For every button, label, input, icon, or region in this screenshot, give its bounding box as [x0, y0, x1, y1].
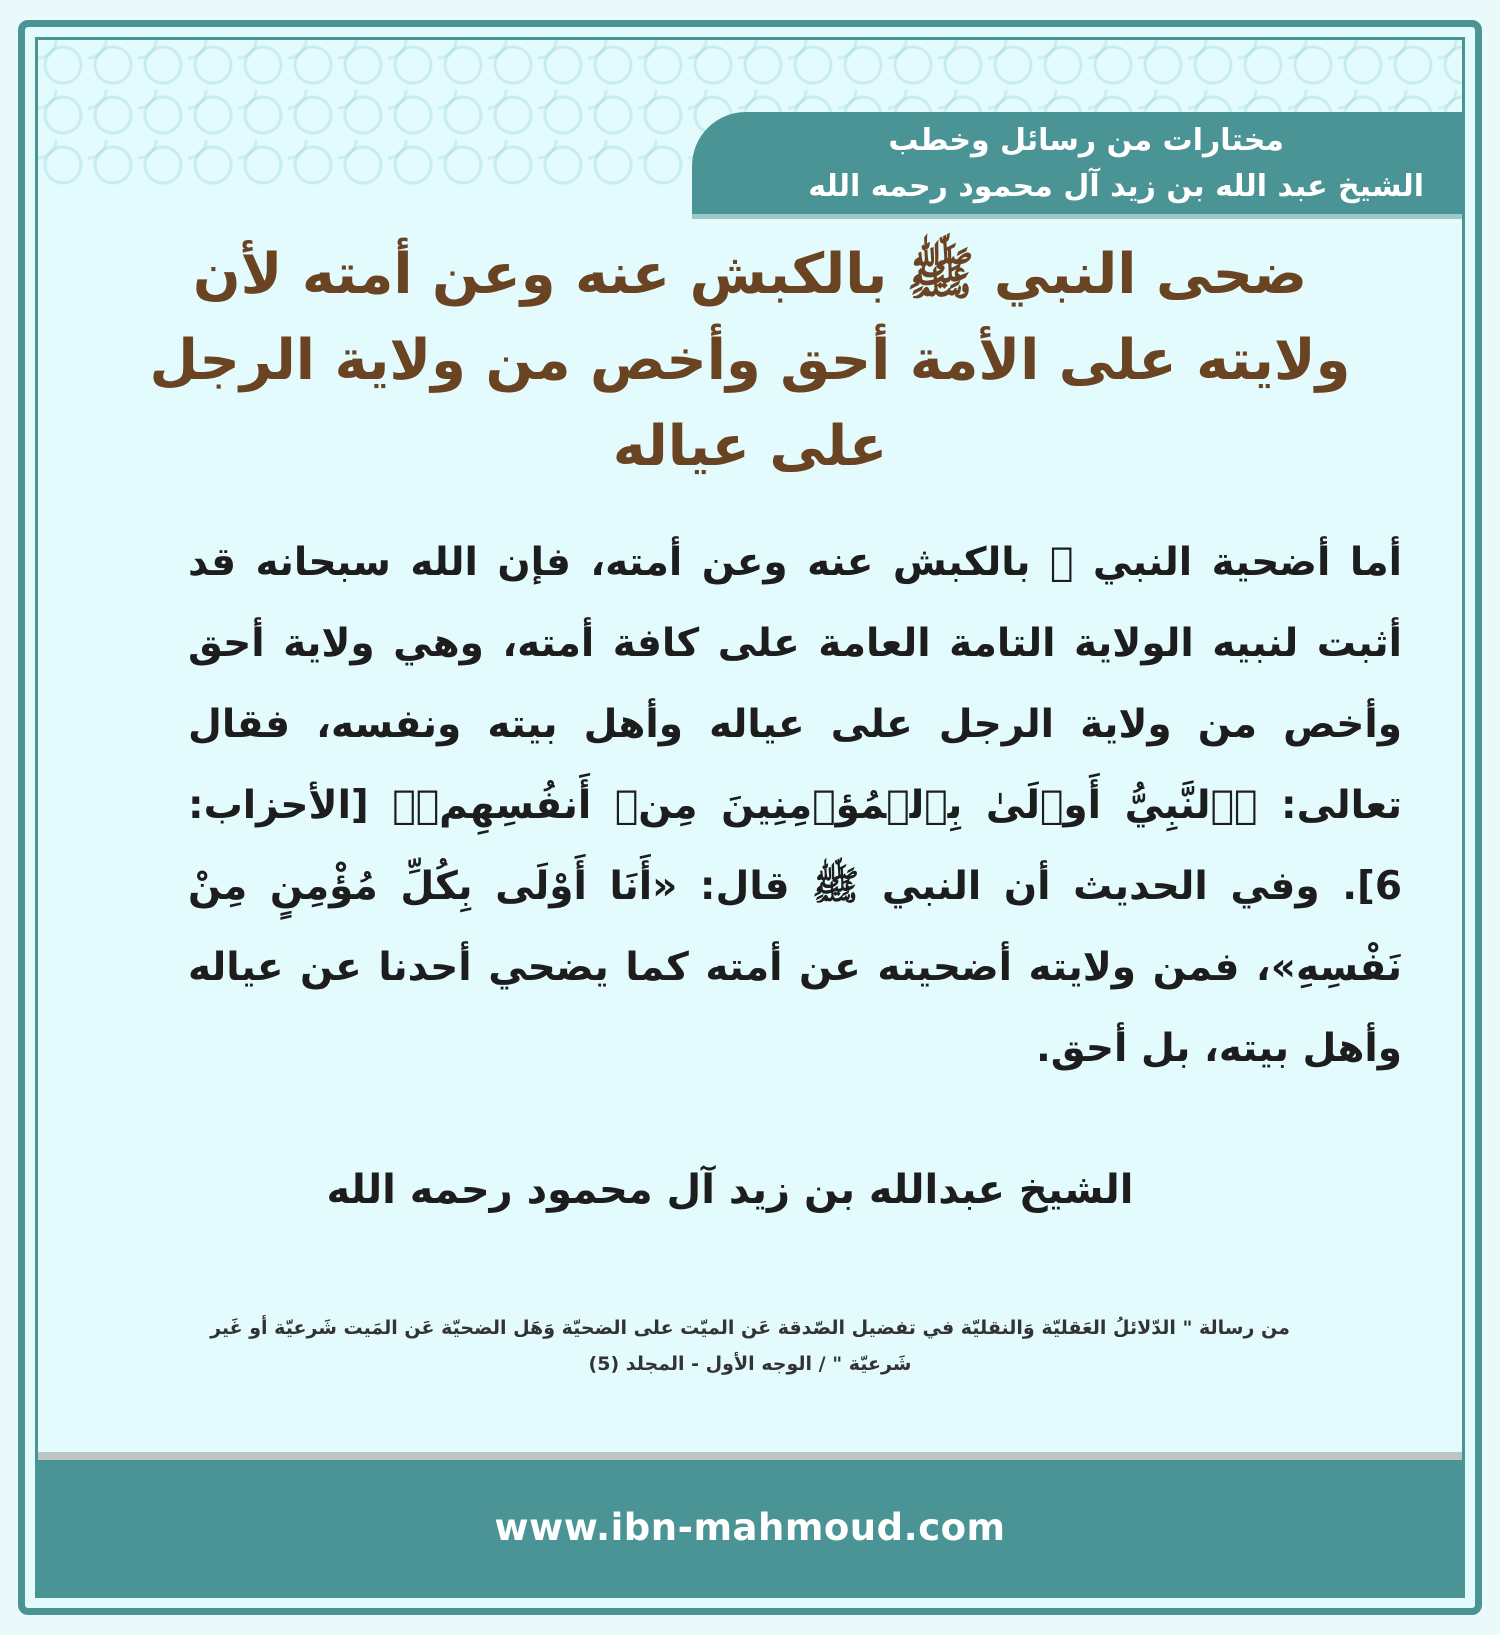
article-body: أما أضحية النبي ﷺ بالكبش عنه وعن أمته، فإن الله سبحانه قد أثبت لنبيه الولاية التامة العامة على كافة أمته، وهي ولاية أحق وأخص من ولاية الرجل على عياله وأهل بيته ونفسه، فقال تعالى: ﴿ٱلنَّبِيُّ أَوۡلَىٰ بِٱلۡمُؤۡمِنِينَ مِنۡ أَنفُسِهِمۡ﴾ [الأحزاب: 6]. وفي الحديث أن النبي ﷺ قال: «أَنَا أَوْلَى بِكُلِّ مُؤْمِنٍ مِنْ نَفْسِهِ»، فمن ولايته أضحيته عن أمته كما يضحي أحدنا عن عياله وأهل بيته، بل أحق.: [188, 540, 1402, 1071]
card: [35, 37, 1465, 1598]
source-citation-line1: من رسالة " الدّلائلُ العَقليّة وَالنقليّة في تفضيل الصّدقة عَن الميّت على الضحيّة وَهَل الضحيّة عَن المَيت شَرعيّة أو غَير: [210, 1317, 1290, 1339]
page-title: ضحى النبي ﷺ بالكبش عنه وعن أمته لأن ولايته على الأمة أحق وأخص من ولاية الرجل على عياله: [149, 242, 1351, 479]
author-signature: الشيخ عبدالله بن زيد آل محمود رحمه الله: [326, 1167, 1134, 1213]
source-citation: [118, 1310, 1382, 1382]
source-citation-line2: شَرعيّة " / الوجه الأول - المجلد (5): [588, 1353, 912, 1375]
website-link[interactable]: www.ibn-mahmoud.com: [494, 1506, 1006, 1549]
footer-band: [38, 1452, 1462, 1595]
header-author-name: الشيخ عبد الله بن زيد آل محمود رحمه الله: [808, 169, 1424, 204]
outer-frame: [18, 20, 1482, 1615]
header-banner: [692, 112, 1462, 219]
header-series-title: مختارات من رسائل وخطب: [888, 123, 1284, 158]
